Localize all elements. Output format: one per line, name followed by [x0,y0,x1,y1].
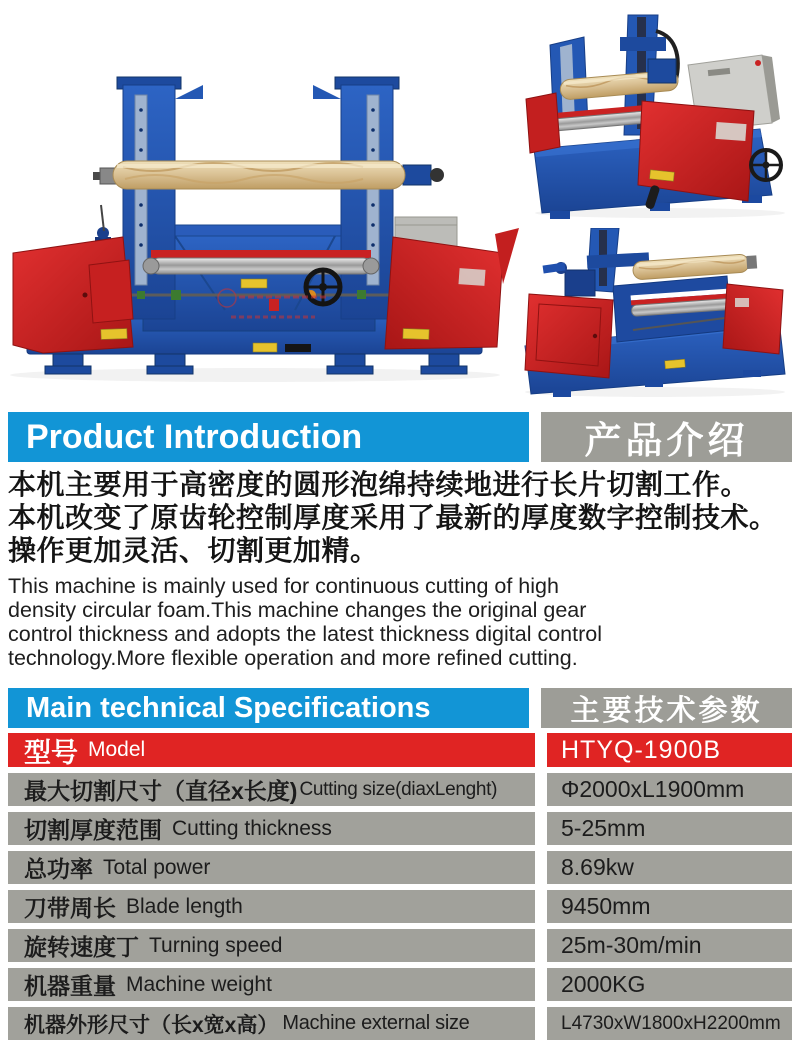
spec-value-cell: L4730xW1800xH2200mm [547,1007,792,1040]
intro-paragraph-zh [8,468,796,567]
spec-value-cell: 5-25mm [547,812,792,845]
spec-row [8,812,792,845]
spec-label-en: Blade length [126,894,243,918]
handwheel [751,150,781,180]
intro-zh-line: 操作更加灵活、切割更加精。 [8,535,379,566]
spec-row [8,733,792,767]
spec-table [8,733,792,1040]
spec-label-en: Machine weight [126,972,272,996]
spec-label-en: Cutting thickness [172,816,332,840]
foam-roll [632,253,757,280]
spec-row [8,968,792,1001]
cutting-roller [143,250,379,274]
specs-title-en: Main technical Specifications [8,688,529,728]
machine-photo-side-view [495,228,795,400]
spec-label-cell [8,968,535,1001]
spec-label-cell [8,851,535,884]
spec-value-cell: 8.69kw [547,851,792,884]
spec-label-en: Model [88,738,146,761]
spec-value-cell: Φ2000xL1900mm [547,773,792,806]
spec-label-zh: 切割厚度范围 [24,817,162,843]
spec-label-cell [8,773,535,806]
intro-paragraph-en [8,574,796,670]
intro-zh-line: 本机主要用于高密度的圆形泡绵持续地进行长片切割工作。 [8,469,750,500]
spec-label-en: Machine external size [282,1012,470,1034]
intro-en-line: density circular foam.This machine changes the original gear [8,598,587,622]
red-panel-left [13,237,133,353]
intro-zh-line: 本机改变了原齿轮控制厚度采用了最新的厚度数字控制技术。 [8,502,778,533]
small-red-panel-left [526,93,560,153]
spec-label-en: Total power [103,855,211,879]
adjacent-panel-corner [495,228,519,284]
spec-row [8,851,792,884]
handwheel [306,270,340,304]
spec-label-cell [8,733,535,767]
spec-label-cell [8,812,535,845]
spec-value-cell: 25m-30m/min [547,929,792,962]
spec-value-cell: 9450mm [547,890,792,923]
specs-title-zh: 主要技术参数 [541,688,792,728]
intro-banner [8,412,792,462]
spec-row [8,773,792,806]
intro-en-line: This machine is mainly used for continuous cutting of high [8,574,559,598]
specs-banner [8,688,792,728]
intro-en-line: technology.More flexible operation and more refined cutting. [8,646,578,670]
roll-bracket [648,59,676,83]
machine-photo-front-view [5,55,510,405]
red-panel-left [525,294,613,378]
spec-label-en: Turning speed [149,933,283,957]
spec-row [8,929,792,962]
spec-row [8,1007,792,1040]
spec-label-cell [8,929,535,962]
spec-label-cell [8,890,535,923]
spec-label-zh: 机器重量 [24,973,116,999]
spec-label-zh: 总功率 [24,856,93,882]
machine-photo-angled-view [520,13,792,225]
spec-row [8,890,792,923]
intro-en-line: control thickness and adopts the latest thickness digital control [8,622,602,646]
intro-title-zh: 产品介绍 [541,412,792,462]
spec-label-zh: 旋转速度丁 [24,934,139,960]
spec-label-en: Cutting size(diaxLenght) [299,778,498,800]
spec-label-zh: 型号 [24,737,78,767]
intro-title-en: Product Introduction [8,412,529,462]
spec-label-zh: 刀带周长 [24,895,116,921]
red-panel-right [385,237,503,349]
spec-label-zh: 最大切割尺寸（直径x长度) [24,778,298,804]
spec-label-zh: 机器外形尺寸（长x宽x高） [24,1013,279,1037]
red-panel-right [723,284,783,354]
spec-value-cell: 2000KG [547,968,792,1001]
spec-label-cell [8,1007,535,1040]
foam-roll [93,161,444,189]
spec-value-cell: HTYQ-1900B [547,733,792,767]
